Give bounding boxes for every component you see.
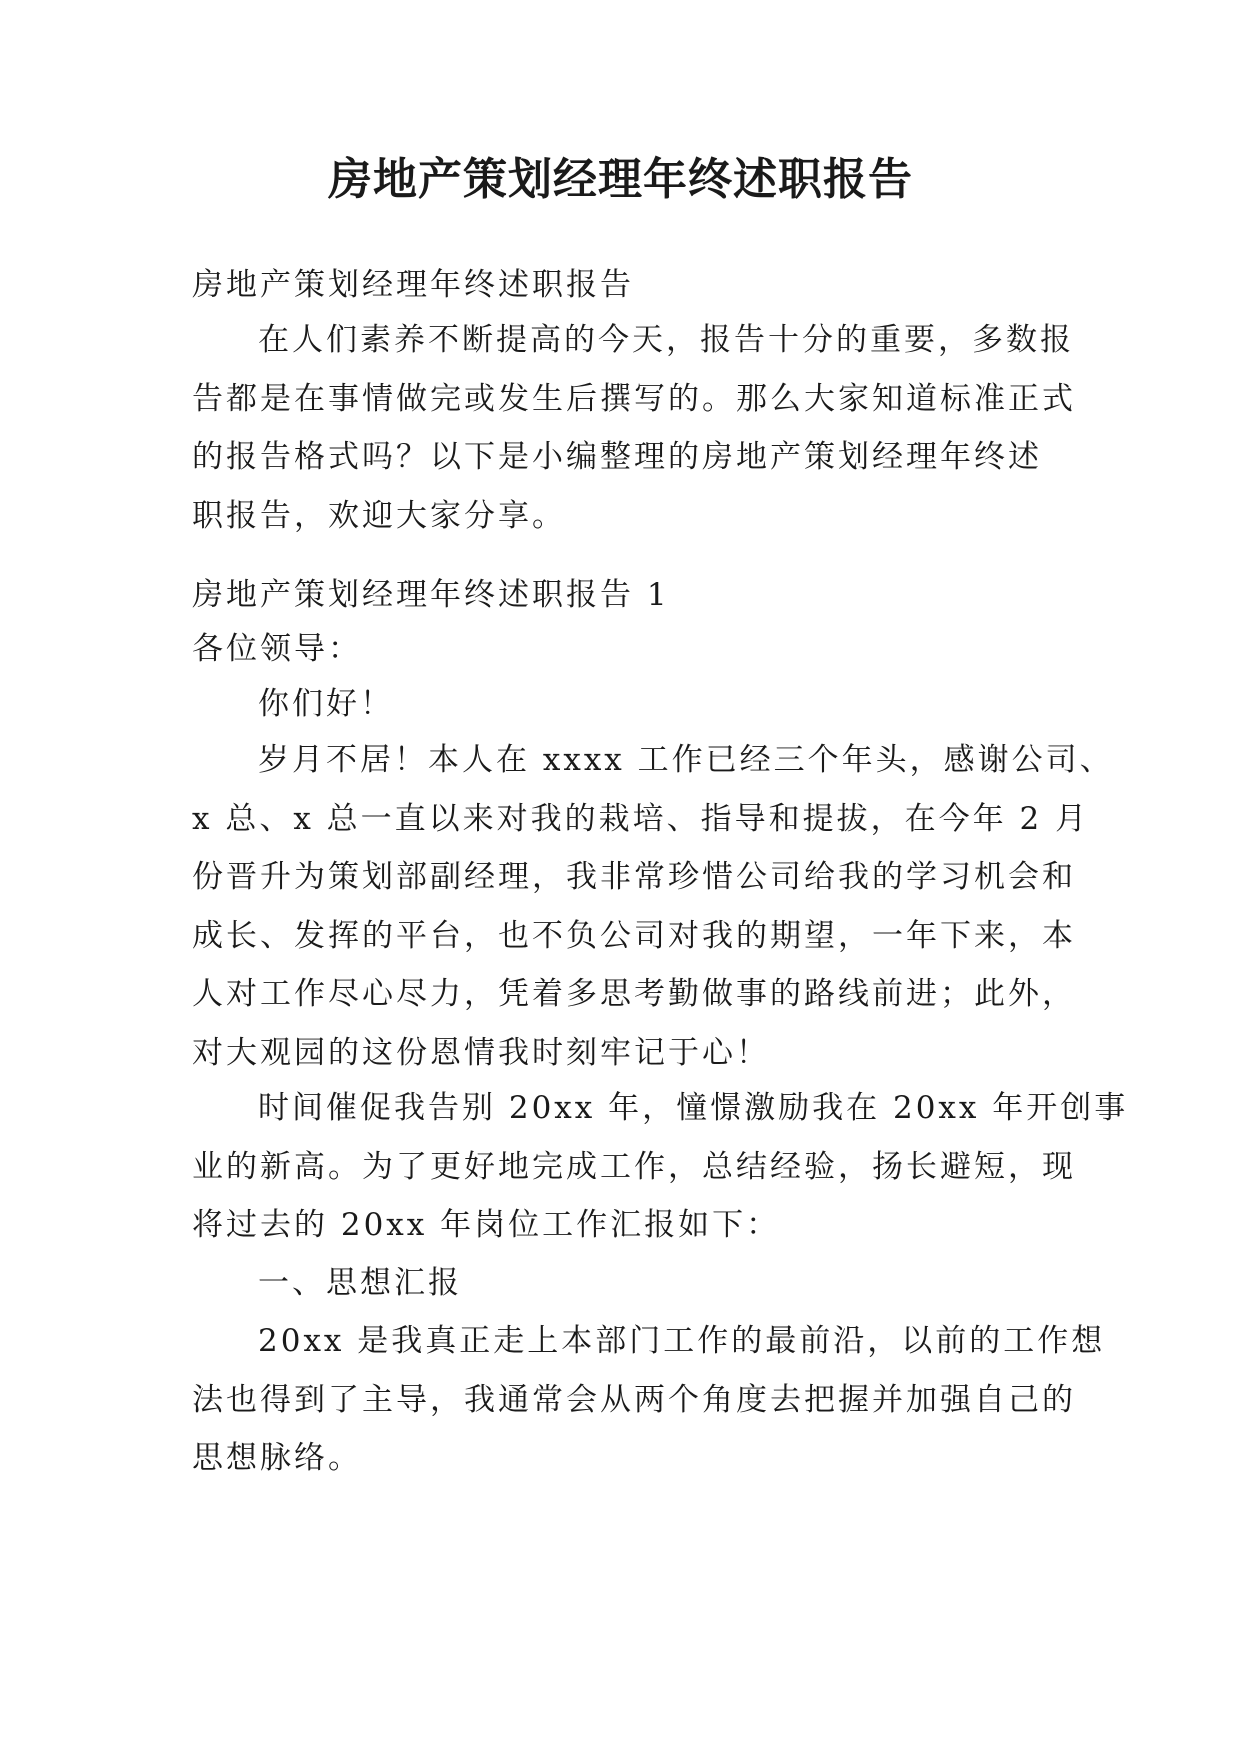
paragraph-line: 时间催促我告别 20xx 年，憧憬激励我在 20xx 年开创事	[258, 1090, 1129, 1126]
paragraph-3	[192, 1312, 1106, 1488]
heading-line: 一、思想汇报	[258, 1265, 462, 1301]
salutation	[192, 620, 1052, 679]
paragraph-line: 成长、发挥的平台，也不负公司对我的期望，一年下来，本	[192, 917, 1076, 954]
paragraph-line: 岁月不居！本人在 xxxx 工作已经三个年头，感谢公司、	[258, 742, 1114, 778]
document-subtitle	[192, 256, 1052, 315]
paragraph-line: 将过去的 20xx 年岗位工作汇报如下：	[192, 1207, 781, 1243]
paragraph-line: 份晋升为策划部副经理，我非常珍惜公司给我的学习机会和	[192, 859, 1076, 895]
intro-line: 在人们素养不断提高的今天，报告十分的重要，多数报	[258, 322, 1074, 358]
document-title: 房地产策划经理年终述职报告	[328, 154, 913, 205]
salutation-line: 各位领导：	[192, 631, 362, 667]
paragraph-line: x 总、x 总一直以来对我的栽培、指导和提拔，在今年 2 月	[192, 800, 1090, 837]
subtitle-line: 房地产策划经理年终述职报告	[192, 267, 634, 303]
greeting-line: 你们好！	[258, 686, 394, 722]
intro-paragraph	[192, 311, 1076, 545]
paragraph-line: 思想脉络。	[192, 1440, 362, 1476]
paragraph-line: 业的新高。为了更好地完成工作，总结经验，扬长避短，现	[192, 1148, 1076, 1185]
heading-thought-report	[192, 1254, 1052, 1313]
section-heading	[192, 566, 1052, 625]
intro-line: 的报告格式吗？以下是小编整理的房地产策划经理年终述	[192, 439, 1042, 475]
section-heading-line: 房地产策划经理年终述职报告 1	[192, 577, 670, 613]
greeting	[192, 675, 1052, 734]
intro-line: 职报告，欢迎大家分享。	[192, 497, 566, 534]
paragraph-line: 对大观园的这份恩情我时刻牢记于心！	[192, 1034, 770, 1071]
paragraph-line: 人对工作尽心尽力，凭着多思考勤做事的路线前进；此外，	[192, 976, 1076, 1012]
paragraph-line: 法也得到了主导，我通常会从两个角度去把握并加强自己的	[192, 1381, 1076, 1418]
paragraph-1	[192, 731, 1114, 1082]
paragraph-line: 20xx 是我真正走上本部门工作的最前沿，以前的工作想	[258, 1323, 1106, 1359]
paragraph-2	[192, 1079, 1129, 1255]
intro-line: 告都是在事情做完或发生后撰写的。那么大家知道标准正式	[192, 380, 1076, 417]
